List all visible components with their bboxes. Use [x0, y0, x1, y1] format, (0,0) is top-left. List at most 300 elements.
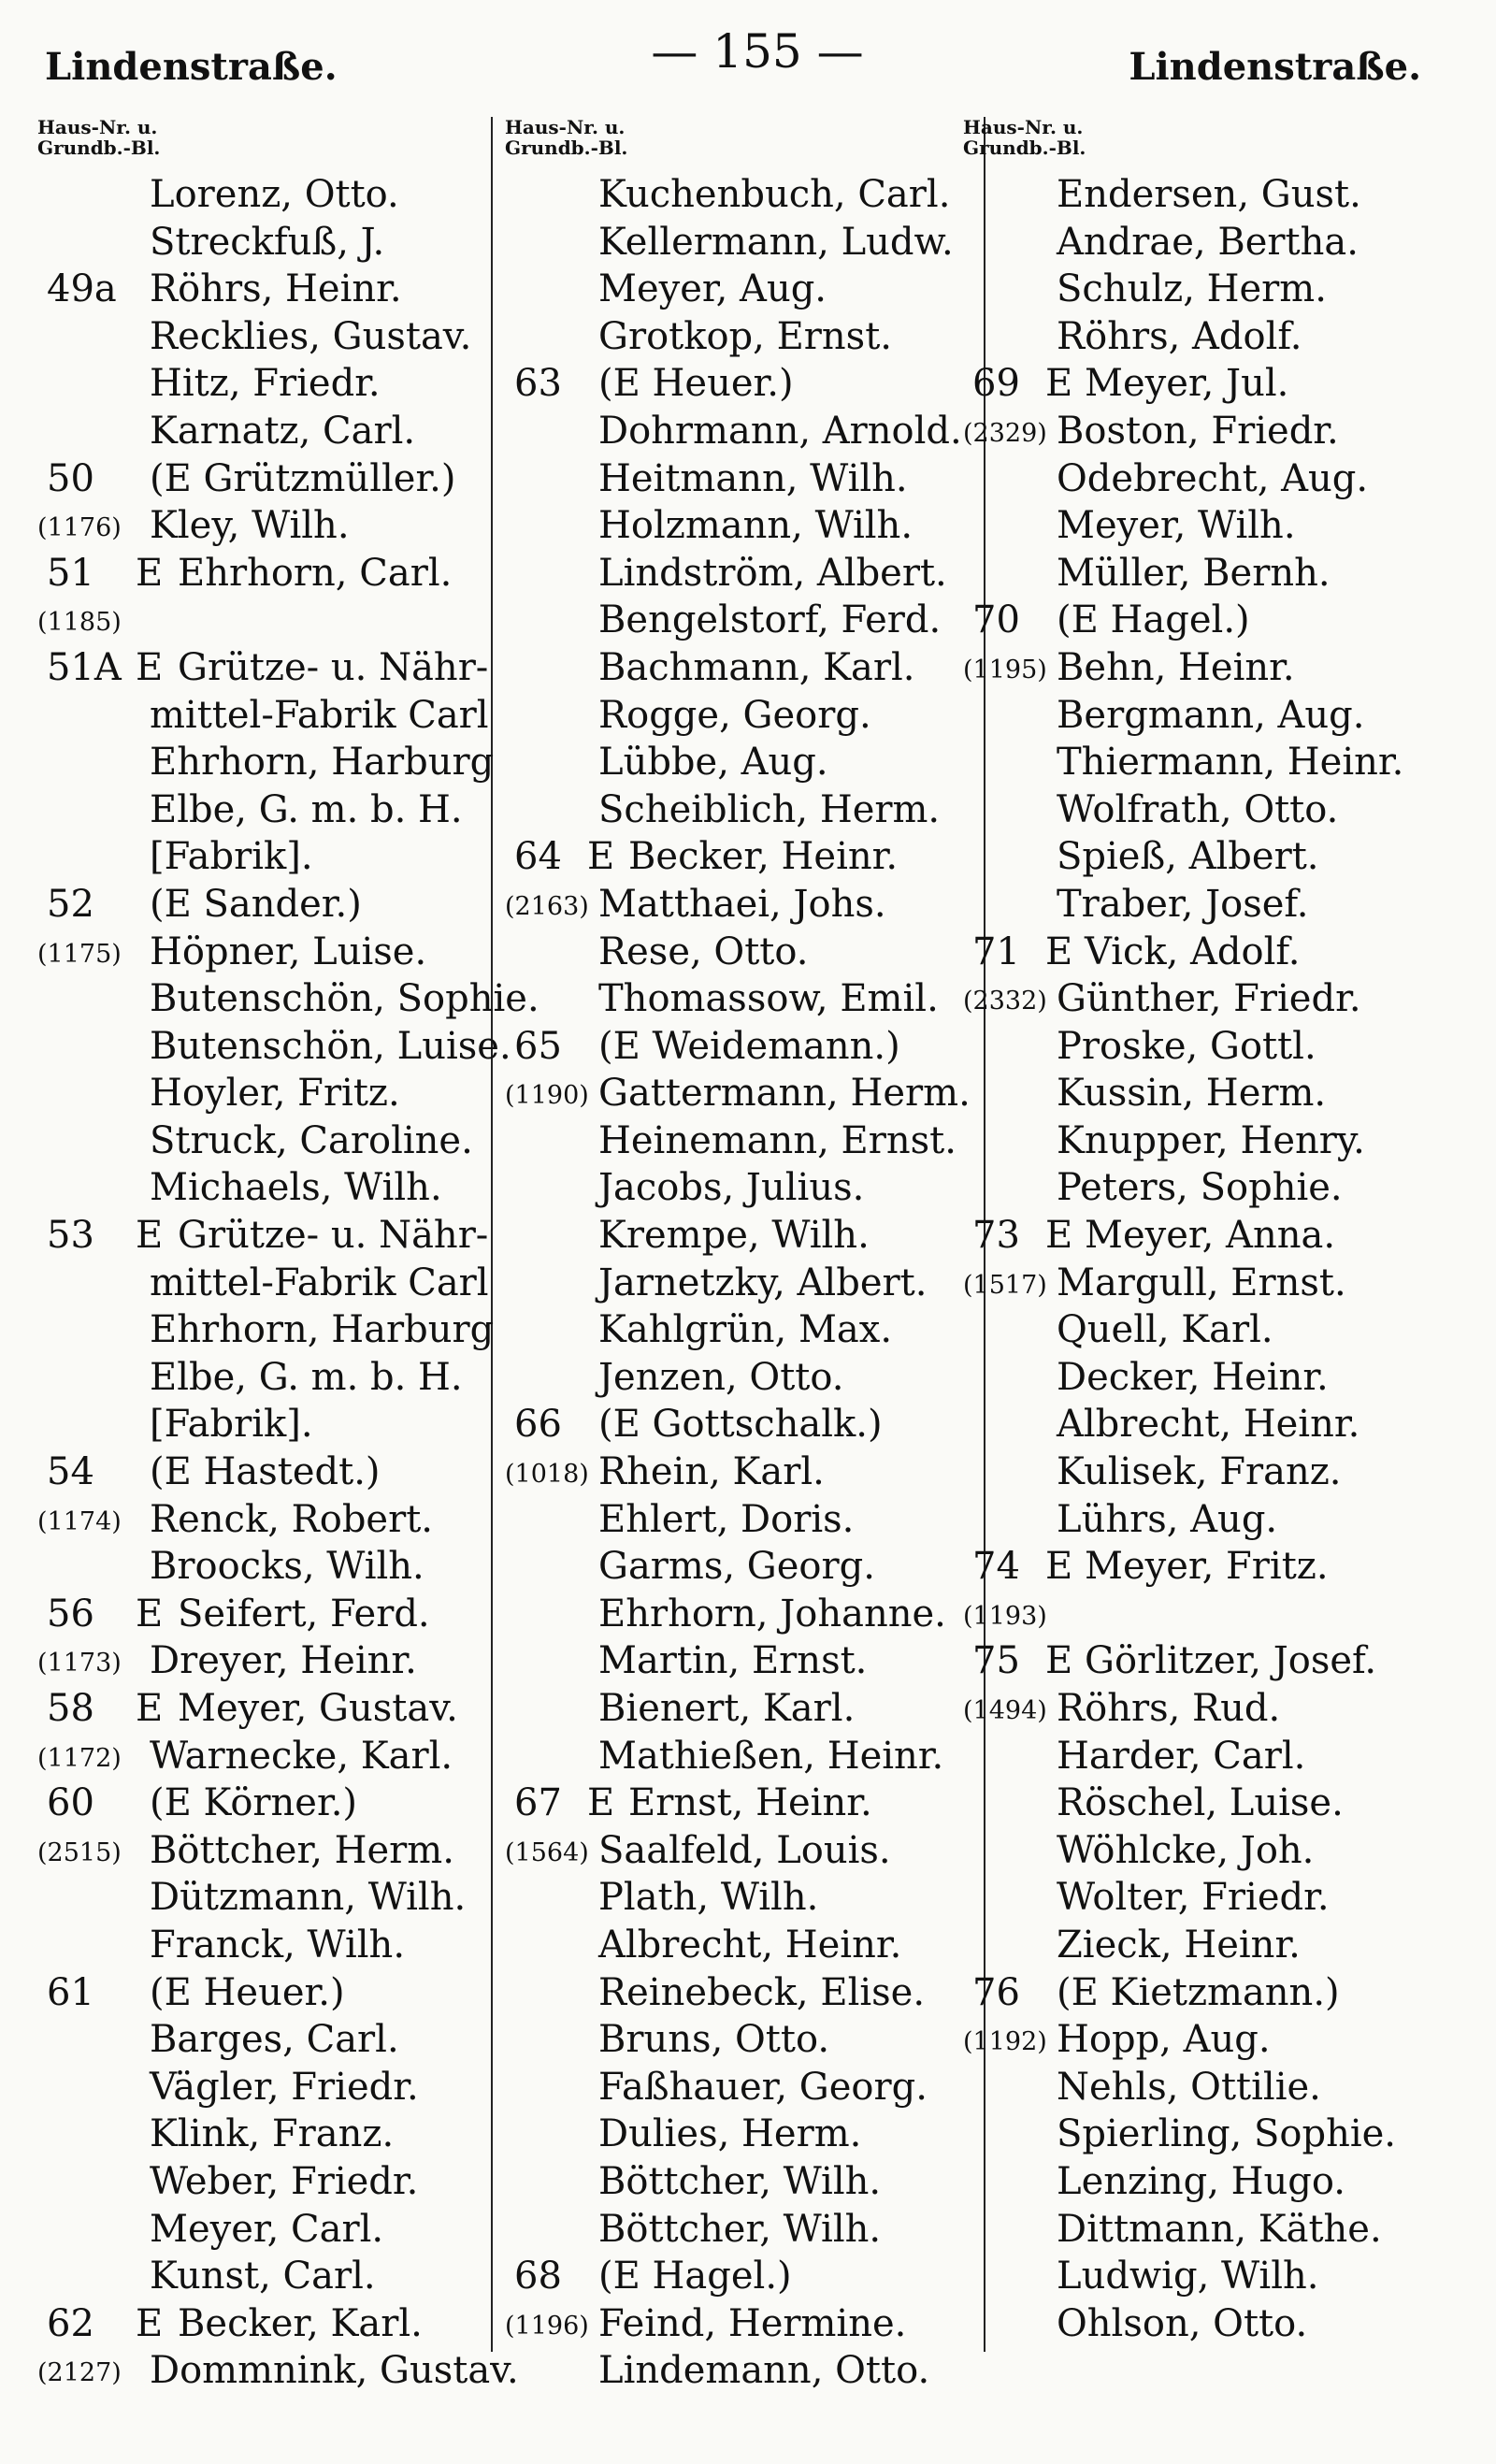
directory-entry	[37, 644, 496, 692]
directory-entry	[37, 408, 496, 455]
directory-entry	[505, 1591, 963, 1638]
resident-name: Meyer, Gustav.	[178, 1687, 458, 1730]
resident-name: Seifert, Ferd.	[178, 1592, 430, 1635]
directory-entry	[37, 1496, 496, 1544]
house-number: 60	[47, 1781, 94, 1825]
resident-name: Streckfuß, J.	[150, 220, 385, 264]
column-head	[963, 117, 1449, 171]
resident-name: Martin, Ernst.	[598, 1639, 868, 1683]
resident-name: Holzmann, Wilh.	[598, 504, 913, 548]
directory-entry	[37, 692, 496, 740]
directory-entry	[505, 1164, 963, 1212]
resident-name: Bengelstorf, Ferd.	[598, 598, 942, 642]
directory-entry	[963, 739, 1449, 786]
resident-name: (E Hastedt.)	[150, 1450, 381, 1494]
directory-entry	[963, 1354, 1449, 1402]
resident-name: Hitz, Friedr.	[150, 362, 381, 406]
resident-name: Hopp, Aug.	[1057, 2018, 1271, 2062]
directory-entry	[37, 2347, 519, 2395]
directory-entry	[37, 975, 539, 1023]
resident-name: Meyer, Wilh.	[1057, 504, 1296, 548]
grundbuch-number: (2163)	[505, 891, 589, 921]
resident-name: Quell, Karl.	[1057, 1308, 1273, 1352]
resident-name: Vick, Adolf.	[1085, 929, 1301, 973]
directory-entry	[37, 1401, 496, 1448]
resident-name: Plath, Wilh.	[598, 1876, 819, 1920]
resident-name: Bachmann, Karl.	[598, 645, 915, 689]
resident-name: Zieck, Heinr.	[1057, 1923, 1301, 1967]
directory-entry	[963, 2206, 1449, 2254]
directory-entry	[37, 1969, 496, 2017]
directory-entry	[505, 881, 963, 929]
resident-name: Meyer, Anna.	[1085, 1214, 1336, 1258]
directory-entry	[505, 2158, 963, 2206]
directory-entry	[963, 833, 1449, 881]
resident-name: Karnatz, Carl.	[150, 409, 416, 453]
grundbuch-number: (1018)	[505, 1460, 589, 1490]
resident-name: Grütze- u. Nähr-	[178, 645, 489, 689]
grundbuch-number: (1192)	[963, 2027, 1047, 2057]
directory-entry	[963, 1023, 1449, 1071]
directory-entry	[505, 266, 963, 313]
grundbuch-number: (1564)	[505, 1837, 589, 1867]
resident-name: Heinemann, Ernst.	[598, 1118, 957, 1162]
resident-name: (E Weidemann.)	[598, 1024, 900, 1068]
grundbuch-number: (1196)	[505, 2311, 589, 2341]
grundbuch-number: (1190)	[505, 1081, 589, 1111]
directory-entry	[963, 360, 1449, 408]
directory-entry	[505, 1637, 963, 1685]
directory-entry	[37, 2253, 496, 2300]
directory-entry	[963, 171, 1449, 219]
directory-entry	[37, 597, 496, 644]
resident-name: Scheiblich, Herm.	[598, 787, 941, 831]
house-number: 71	[972, 929, 1020, 973]
directory-entry	[505, 171, 963, 219]
directory-entry	[963, 597, 1449, 644]
resident-name: Bienert, Karl.	[598, 1687, 856, 1730]
resident-name: Vägler, Friedr.	[150, 2065, 419, 2109]
directory-entry	[37, 881, 496, 929]
house-number: 53	[47, 1214, 94, 1258]
resident-name: Kulisek, Franz.	[1057, 1450, 1342, 1494]
resident-name: Albrecht, Heinr.	[1057, 1403, 1360, 1447]
resident-name: Saalfeld, Louis.	[598, 1828, 891, 1872]
owner-marker: E	[136, 1687, 164, 1730]
owner-marker: E	[1045, 1214, 1073, 1258]
directory-entry	[505, 2347, 963, 2395]
resident-name: Röschel, Luise.	[1057, 1781, 1344, 1825]
house-number: 64	[514, 835, 562, 879]
house-number: 74	[972, 1545, 1020, 1589]
directory-entry	[37, 266, 496, 313]
directory-entry	[505, 219, 963, 267]
resident-name: Hoyler, Fritz.	[150, 1072, 400, 1116]
resident-name: Bergmann, Aug.	[1057, 693, 1365, 737]
resident-name: Ehrhorn, Johanne.	[598, 1592, 946, 1635]
resident-name: Margull, Ernst.	[1057, 1261, 1346, 1304]
resident-name: Recklies, Gustav.	[150, 314, 472, 358]
directory-entry	[963, 550, 1449, 598]
house-number: 73	[972, 1214, 1020, 1258]
resident-name: Gattermann, Herm.	[598, 1072, 971, 1116]
directory-entry	[963, 1922, 1449, 1969]
resident-name: Ehlert, Doris.	[598, 1497, 855, 1541]
directory-entry	[37, 1780, 496, 1827]
resident-name: Dützmann, Wilh.	[150, 1876, 467, 1920]
resident-name: Dohrmann, Arnold.	[598, 409, 962, 453]
resident-name: Grotkop, Ernst.	[598, 314, 892, 358]
directory-entry	[963, 2300, 1449, 2348]
house-number: 50	[47, 456, 94, 500]
running-head-left: Lindenstraße.	[45, 45, 338, 89]
directory-entry	[963, 1733, 1449, 1780]
directory-entry	[505, 1354, 963, 1402]
directory-entry	[505, 313, 963, 361]
resident-name: Franck, Wilh.	[150, 1923, 406, 1967]
house-number: 76	[972, 1970, 1020, 2014]
resident-name: Mathießen, Heinr.	[598, 1734, 944, 1778]
directory-entry	[37, 502, 496, 550]
directory-entry	[963, 1448, 1449, 1496]
directory-entry	[37, 1117, 496, 1165]
directory-entry	[963, 1969, 1449, 2017]
resident-name: Rogge, Georg.	[598, 693, 871, 737]
column-head-line: Grundb.-Bl.	[505, 137, 628, 159]
resident-name: Kuchenbuch, Carl.	[598, 173, 951, 216]
grundbuch-number: (2332)	[963, 987, 1047, 1016]
resident-name: Lindemann, Otto.	[598, 2349, 930, 2393]
column-head	[505, 117, 963, 171]
resident-name: Traber, Josef.	[1057, 882, 1309, 926]
directory-entry	[963, 692, 1449, 740]
directory-entry	[37, 550, 496, 598]
directory-entry	[505, 2300, 963, 2348]
resident-name: Broocks, Wilh.	[150, 1545, 424, 1589]
directory-entry	[505, 2253, 963, 2300]
resident-name: Ernst, Heinr.	[628, 1781, 872, 1825]
directory-entry	[505, 1023, 963, 1071]
directory-entry	[37, 1212, 496, 1260]
house-number: 70	[972, 598, 1020, 642]
resident-name: Jarnetzky, Albert.	[598, 1261, 928, 1304]
resident-name: Feind, Hermine.	[598, 2301, 907, 2345]
house-number: 69	[972, 362, 1020, 406]
owner-marker: E	[136, 645, 164, 689]
grundbuch-number: (1175)	[37, 939, 122, 969]
resident-name: (E Heuer.)	[598, 362, 794, 406]
column-2	[505, 116, 971, 2395]
directory-entry	[963, 2158, 1449, 2206]
directory-entry	[37, 1448, 496, 1496]
grundbuch-number: (1173)	[37, 1649, 122, 1679]
directory-entry	[505, 597, 963, 644]
resident-name: Struck, Caroline.	[150, 1118, 473, 1162]
house-number: 75	[972, 1639, 1020, 1683]
directory-entry	[963, 1117, 1449, 1165]
directory-entry	[505, 1922, 963, 1969]
resident-name: Spieß, Albert.	[1057, 835, 1319, 879]
directory-entry	[505, 408, 963, 455]
grundbuch-number: (1185)	[37, 608, 122, 638]
directory-entry	[505, 1969, 963, 2017]
grundbuch-number: (1494)	[963, 1696, 1047, 1725]
resident-name: Decker, Heinr.	[1057, 1355, 1329, 1399]
directory-entry	[505, 2111, 963, 2158]
resident-name: mittel-Fabrik Carl	[150, 1261, 489, 1304]
resident-name: Weber, Friedr.	[150, 2159, 419, 2203]
page-header	[0, 19, 1496, 89]
column-3	[963, 117, 1449, 2347]
resident-name: Ehrhorn, Carl.	[178, 551, 453, 595]
resident-name: Meyer, Carl.	[150, 2207, 384, 2251]
resident-name: Butenschön, Luise.	[150, 1024, 511, 1068]
directory-entry	[505, 1733, 963, 1780]
directory-entry	[963, 1212, 1449, 1260]
directory-entry	[37, 2016, 496, 2064]
directory-entry	[505, 692, 963, 740]
resident-name: Kahlgrün, Max.	[598, 1308, 893, 1352]
directory-entry	[963, 975, 1449, 1023]
resident-name: Günther, Friedr.	[1057, 977, 1361, 1021]
house-number: 68	[514, 2255, 562, 2298]
resident-name: Endersen, Gust.	[1057, 173, 1361, 216]
directory-entry	[505, 502, 963, 550]
directory-entry	[505, 929, 963, 976]
resident-name: Lenzing, Hugo.	[1057, 2159, 1346, 2203]
directory-entry	[963, 2064, 1449, 2111]
resident-name: Thomassow, Emil.	[598, 977, 939, 1021]
resident-name: Ehrhorn, Harburg	[150, 741, 495, 785]
resident-name: Kley, Wilh.	[150, 504, 350, 548]
directory-entry	[37, 1827, 496, 1875]
resident-name: Harder, Carl.	[1057, 1734, 1306, 1778]
directory-entry	[37, 929, 496, 976]
directory-entry	[37, 1023, 511, 1071]
resident-name: Albrecht, Heinr.	[598, 1923, 902, 1967]
directory-entry	[37, 833, 496, 881]
house-number: 65	[514, 1024, 562, 1068]
directory-entry	[963, 1164, 1449, 1212]
directory-entry	[505, 975, 963, 1023]
directory-entry	[963, 1874, 1449, 1922]
directory-entry	[963, 502, 1449, 550]
owner-marker: E	[587, 1781, 615, 1825]
resident-name: Butenschön, Sophie.	[150, 977, 539, 1021]
directory-entry	[963, 1591, 1449, 1638]
grundbuch-number: (1193)	[963, 1601, 1047, 1631]
resident-name: Ehrhorn, Harburg	[150, 1308, 495, 1352]
resident-name: Schulz, Herm.	[1057, 267, 1327, 311]
directory-entry	[37, 171, 496, 219]
resident-name: Spierling, Sophie.	[1057, 2112, 1397, 2156]
directory-entry	[37, 1685, 496, 1733]
directory-entry	[963, 408, 1449, 455]
resident-name: Röhrs, Adolf.	[1057, 314, 1302, 358]
resident-name: Lübbe, Aug.	[598, 741, 828, 785]
resident-name: mittel-Fabrik Carl	[150, 693, 489, 737]
directory-entry	[963, 881, 1449, 929]
directory-entry	[37, 2064, 496, 2111]
directory-entry	[505, 1780, 963, 1827]
house-number: 49a	[47, 267, 117, 311]
grundbuch-number: (1172)	[37, 1743, 122, 1773]
resident-name: Boston, Friedr.	[1057, 409, 1339, 453]
directory-entry	[37, 1260, 496, 1307]
owner-marker: E	[1045, 1639, 1073, 1683]
owner-marker: E	[1045, 362, 1073, 406]
resident-name: Rese, Otto.	[598, 929, 809, 973]
resident-name: Matthaei, Johs.	[598, 882, 886, 926]
resident-name: Röhrs, Rud.	[1057, 1687, 1281, 1730]
running-head-right: Lindenstraße.	[1129, 45, 1421, 89]
resident-name: Böttcher, Herm.	[150, 1828, 454, 1872]
resident-name: Müller, Bernh.	[1057, 551, 1331, 595]
resident-name: Knupper, Henry.	[1057, 1118, 1365, 1162]
resident-name: Dreyer, Heinr.	[150, 1639, 417, 1683]
house-number: 61	[47, 1970, 94, 2014]
directory-entry	[505, 644, 963, 692]
directory-entry	[963, 1070, 1449, 1117]
directory-entry	[505, 1448, 963, 1496]
resident-name: Lührs, Aug.	[1057, 1497, 1278, 1541]
resident-name: Thiermann, Heinr.	[1057, 741, 1404, 785]
directory-entry	[505, 360, 963, 408]
directory-entry	[505, 1685, 963, 1733]
directory-entry	[505, 550, 963, 598]
house-number: 51A	[47, 645, 122, 689]
resident-name: Renck, Robert.	[150, 1497, 434, 1541]
resident-name: (E Sander.)	[150, 882, 362, 926]
directory-entry	[963, 644, 1449, 692]
resident-name: Dulies, Herm.	[598, 2112, 862, 2156]
resident-name: Behn, Heinr.	[1057, 645, 1295, 689]
resident-name: Becker, Karl.	[178, 2301, 423, 2345]
resident-name: Warnecke, Karl.	[150, 1734, 453, 1778]
directory-entry	[963, 2111, 1449, 2158]
directory-entry	[505, 833, 963, 881]
resident-name: Bruns, Otto.	[598, 2018, 830, 2062]
resident-name: (E Hagel.)	[598, 2255, 792, 2298]
resident-name: (E Kietzmann.)	[1057, 1970, 1340, 2014]
resident-name: Rhein, Karl.	[598, 1450, 825, 1494]
resident-name: Barges, Carl.	[150, 2018, 399, 2062]
directory-entry	[37, 360, 496, 408]
grundbuch-number: (1195)	[963, 655, 1047, 684]
resident-name: Grütze- u. Nähr-	[178, 1214, 489, 1258]
column-head-line: Grundb.-Bl.	[963, 137, 1086, 159]
resident-name: Meyer, Fritz.	[1085, 1545, 1329, 1589]
house-number: 62	[47, 2301, 94, 2345]
resident-name: Reinebeck, Elise.	[598, 1970, 926, 2014]
directory-entry	[37, 313, 496, 361]
resident-name: Kunst, Carl.	[150, 2255, 376, 2298]
resident-name: Kellermann, Ludw.	[598, 220, 954, 264]
resident-name: Jenzen, Otto.	[598, 1355, 844, 1399]
directory-entry	[37, 2158, 496, 2206]
resident-name: Elbe, G. m. b. H.	[150, 787, 463, 831]
directory-entry	[37, 2206, 496, 2254]
resident-name: (E Gottschalk.)	[598, 1403, 883, 1447]
directory-entry	[963, 219, 1449, 267]
directory-entry	[37, 1306, 496, 1354]
house-number: 66	[514, 1403, 562, 1447]
resident-name: (E Hagel.)	[1057, 598, 1250, 642]
resident-name: Meyer, Aug.	[598, 267, 827, 311]
house-number: 52	[47, 882, 94, 926]
grundbuch-number: (2329)	[963, 418, 1047, 448]
owner-marker: E	[1045, 929, 1073, 973]
directory-entry	[963, 786, 1449, 834]
resident-name: [Fabrik].	[150, 835, 313, 879]
resident-name: Wöhlcke, Joh.	[1057, 1828, 1315, 1872]
resident-name: Röhrs, Heinr.	[150, 267, 402, 311]
resident-name: (E Heuer.)	[150, 1970, 345, 2014]
directory-entry	[963, 1637, 1449, 1685]
directory-entry	[505, 1496, 963, 1544]
directory-entry	[37, 1543, 496, 1591]
resident-name: Höpner, Luise.	[150, 929, 427, 973]
resident-name: (E Grützmüller.)	[150, 456, 456, 500]
directory-entry	[505, 1070, 971, 1117]
resident-name: Lindström, Albert.	[598, 551, 947, 595]
page-number: — 155 —	[651, 24, 864, 79]
house-number: 63	[514, 362, 562, 406]
resident-name: Böttcher, Wilh.	[598, 2207, 882, 2251]
resident-name: Wolfrath, Otto.	[1057, 787, 1339, 831]
directory-entry	[505, 1543, 963, 1591]
resident-name: Böttcher, Wilh.	[598, 2159, 882, 2203]
directory-entry	[505, 1212, 963, 1260]
directory-entry	[505, 1260, 963, 1307]
owner-marker: E	[136, 1214, 164, 1258]
resident-name: Odebrecht, Aug.	[1057, 456, 1369, 500]
grundbuch-number: (2127)	[37, 2358, 122, 2388]
owner-marker: E	[136, 2301, 164, 2345]
directory-entry	[963, 1496, 1449, 1544]
directory-entry	[37, 1922, 496, 1969]
column-head-line: Haus-Nr. u.	[963, 116, 1084, 138]
directory-entry	[963, 1260, 1449, 1307]
column-head-line: Haus-Nr. u.	[505, 116, 626, 138]
directory-entry	[963, 2016, 1449, 2064]
directory-entry	[963, 1780, 1449, 1827]
entry-list	[505, 171, 971, 2395]
directory-entry	[505, 455, 963, 503]
directory-entry	[963, 1543, 1449, 1591]
owner-marker: E	[1045, 1545, 1073, 1589]
directory-entry	[505, 2064, 963, 2111]
resident-name: Nehls, Ottilie.	[1057, 2065, 1321, 2109]
column-head	[37, 117, 496, 171]
directory-entry	[37, 1733, 496, 1780]
resident-name: Meyer, Jul.	[1085, 362, 1289, 406]
directory-entry	[505, 1401, 963, 1448]
directory-entry	[505, 1306, 963, 1354]
directory-entry	[505, 2206, 963, 2254]
grundbuch-number: (1517)	[963, 1270, 1047, 1300]
directory-entry	[963, 1306, 1449, 1354]
directory-entry	[963, 455, 1449, 503]
resident-name: Becker, Heinr.	[628, 835, 899, 879]
directory-entry	[37, 786, 496, 834]
resident-name: Peters, Sophie.	[1057, 1166, 1343, 1210]
directory-entry	[505, 1827, 963, 1875]
resident-name: Heitmann, Wilh.	[598, 456, 908, 500]
directory-entry	[37, 1164, 496, 1212]
resident-name: Dommnink, Gustav.	[150, 2349, 519, 2393]
resident-name: Kussin, Herm.	[1057, 1072, 1327, 1116]
